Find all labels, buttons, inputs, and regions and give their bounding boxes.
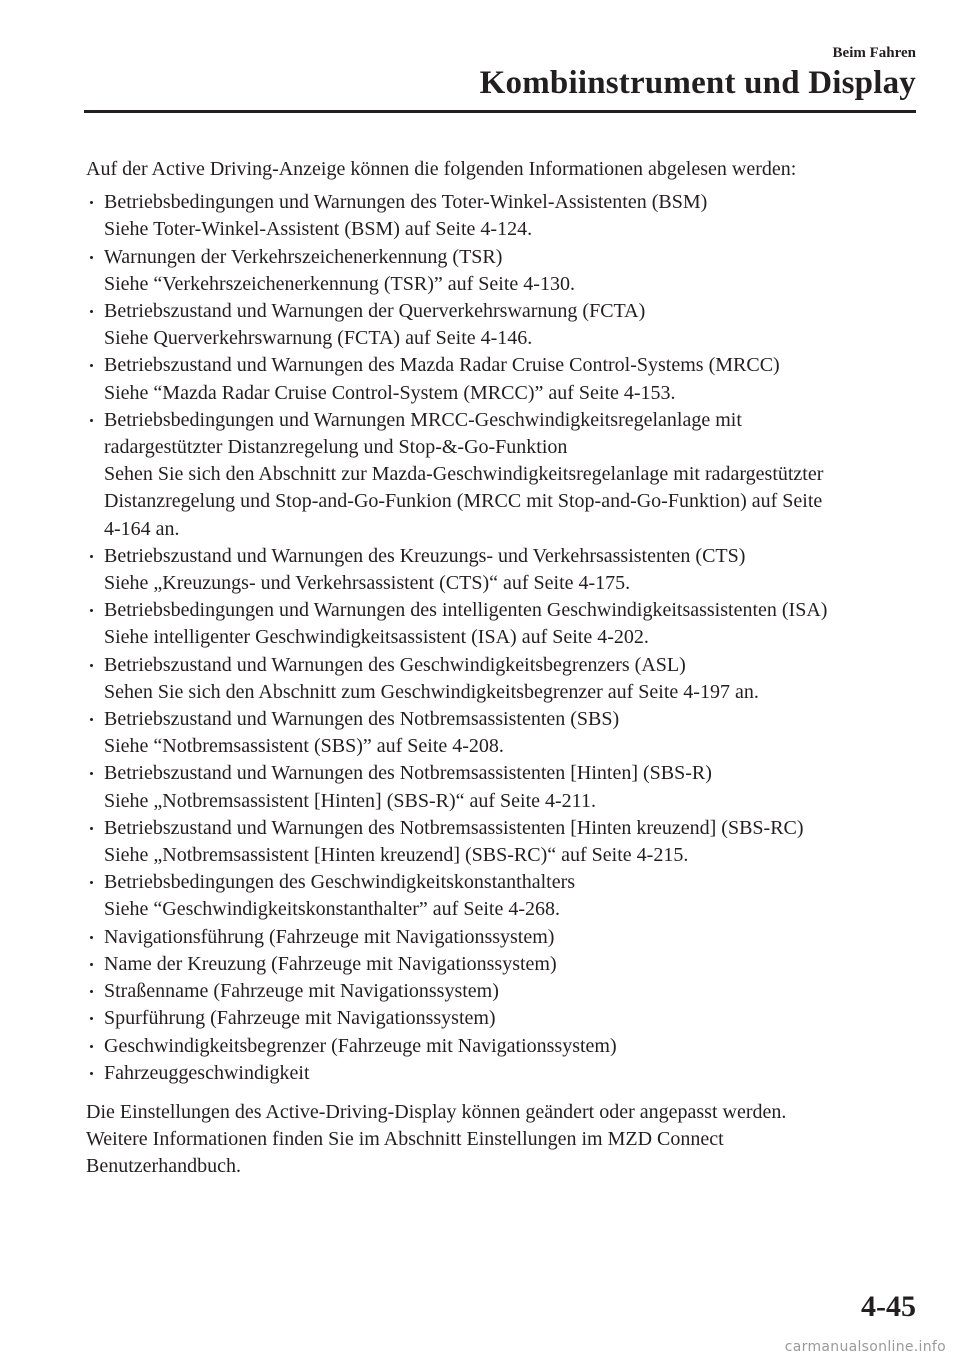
list-item [86, 869, 918, 923]
bullet-dot-icon [90, 881, 93, 884]
list-item-line: Name der Kreuzung (Fahrzeuge mit Navigationssystem) [104, 952, 557, 975]
list-item [86, 760, 918, 814]
bullet-dot-icon [90, 963, 93, 966]
bullet-dot-icon [90, 609, 93, 612]
list-item-line: Warnungen der Verkehrszeichenerkennung (TSR) [104, 245, 503, 268]
list-item-line: Sehen Sie sich den Abschnitt zur Mazda-Geschwindigkeitsregelanlage mit radargestützter [104, 463, 824, 486]
info-list [86, 189, 918, 1087]
list-item-line: Siehe intelligenter Geschwindigkeitsassistent (ISA) auf Seite 4-202. [104, 626, 649, 649]
list-item-line: Navigationsführung (Fahrzeuge mit Navigationssystem) [104, 925, 555, 948]
list-item [86, 652, 918, 706]
list-item-line: Sehen Sie sich den Abschnitt zum Geschwindigkeitsbegrenzer auf Seite 4-197 an. [104, 680, 759, 703]
bullet-dot-icon [90, 1017, 93, 1020]
outro-line: Die Einstellungen des Active-Driving-Display können geändert oder angepasst werden. [86, 1100, 787, 1123]
list-item-line: 4-164 an. [104, 517, 180, 540]
list-item [86, 189, 918, 243]
header-rule [84, 110, 916, 113]
list-item-line: Distanzregelung und Stop-and-Go-Funkion (MRCC mit Stop-and-Go-Funktion) auf Seite [104, 490, 823, 513]
list-item [86, 597, 918, 651]
list-item [86, 1060, 918, 1087]
list-item-line: Siehe Querverkehrswarnung (FCTA) auf Seite 4-146. [104, 327, 533, 350]
list-item-line: Spurführung (Fahrzeuge mit Navigationssystem) [104, 1007, 496, 1030]
section-title: Beim Fahren [832, 45, 916, 61]
bullet-dot-icon [90, 310, 93, 313]
list-item [86, 951, 918, 978]
chapter-title: Kombiinstrument und Display [479, 65, 916, 101]
bullet-dot-icon [90, 990, 93, 993]
list-item-line: Straßenname (Fahrzeuge mit Navigationssystem) [104, 980, 499, 1003]
outro-paragraph [86, 1099, 918, 1181]
list-item [86, 978, 918, 1005]
list-item-line: Betriebszustand und Warnungen des Geschwindigkeitsbegrenzers (ASL) [104, 653, 686, 676]
list-item-line: Betriebszustand und Warnungen des Kreuzungs- und Verkehrsassistenten (CTS) [104, 544, 746, 567]
list-item [86, 1005, 918, 1032]
watermark: carmanualsonline.info [784, 1339, 946, 1355]
list-item-line: Betriebszustand und Warnungen des Notbremsassistenten (SBS) [104, 708, 620, 731]
bullet-dot-icon [90, 1045, 93, 1048]
list-item [86, 352, 918, 406]
list-item [86, 815, 918, 869]
list-item-line: Betriebsbedingungen des Geschwindigkeitskonstanthalters [104, 871, 576, 894]
bullet-dot-icon [90, 664, 93, 667]
bullet-dot-icon [90, 718, 93, 721]
list-item [86, 924, 918, 951]
list-item [86, 407, 918, 543]
list-item-line: Betriebsbedingungen und Warnungen des Toter-Winkel-Assistenten (BSM) [104, 191, 708, 214]
bullet-dot-icon [90, 936, 93, 939]
list-item-line: Geschwindigkeitsbegrenzer (Fahrzeuge mit Navigationssystem) [104, 1034, 617, 1057]
list-item-line: Siehe “Verkehrszeichenerkennung (TSR)” auf Seite 4-130. [104, 272, 575, 295]
list-item [86, 706, 918, 760]
outro-line: Weitere Informationen finden Sie im Abschnitt Einstellungen im MZD Connect [86, 1128, 724, 1151]
page-body [86, 156, 918, 1181]
outro-line: Benutzerhandbuch. [86, 1155, 241, 1178]
page-header [480, 44, 916, 102]
list-item [86, 1033, 918, 1060]
bullet-dot-icon [90, 419, 93, 422]
list-item [86, 298, 918, 352]
bullet-dot-icon [90, 364, 93, 367]
list-item-line: Siehe „Notbremsassistent [Hinten kreuzend] (SBS-RC)“ auf Seite 4-215. [104, 844, 689, 867]
list-item-line: Betriebsbedingungen und Warnungen des intelligenten Geschwindigkeitsassistenten (ISA) [104, 599, 828, 622]
bullet-dot-icon [90, 555, 93, 558]
bullet-dot-icon [90, 256, 93, 259]
list-item-line: Siehe “Geschwindigkeitskonstanthalter” auf Seite 4-268. [104, 898, 560, 921]
list-item-line: Betriebszustand und Warnungen des Mazda Radar Cruise Control-Systems (MRCC) [104, 354, 780, 377]
bullet-dot-icon [90, 1072, 93, 1075]
bullet-dot-icon [90, 827, 93, 830]
list-item-line: Fahrzeuggeschwindigkeit [104, 1061, 310, 1084]
list-item-line: Siehe „Notbremsassistent [Hinten] (SBS-R)“ auf Seite 4-211. [104, 789, 596, 812]
list-item-line: Siehe “Mazda Radar Cruise Control-System (MRCC)” auf Seite 4-153. [104, 381, 676, 404]
bullet-dot-icon [90, 772, 93, 775]
list-item [86, 244, 918, 298]
list-item-line: Betriebszustand und Warnungen der Querverkehrswarnung (FCTA) [104, 300, 646, 323]
list-item-line: Siehe Toter-Winkel-Assistent (BSM) auf Seite 4-124. [104, 218, 533, 241]
page-number: 4-45 [861, 1290, 916, 1323]
list-item-line: Betriebsbedingungen und Warnungen MRCC-Geschwindigkeitsregelanlage mit [104, 408, 742, 431]
list-item [86, 543, 918, 597]
list-item-line: Siehe “Notbremsassistent (SBS)” auf Seite 4-208. [104, 735, 504, 758]
intro-paragraph: Auf der Active Driving-Anzeige können die folgenden Informationen abgelesen werden: [86, 158, 797, 180]
list-item-line: Betriebszustand und Warnungen des Notbremsassistenten [Hinten kreuzend] (SBS-RC) [104, 816, 804, 839]
bullet-dot-icon [90, 201, 93, 204]
list-item-line: Betriebszustand und Warnungen des Notbremsassistenten [Hinten] (SBS-R) [104, 762, 712, 785]
list-item-line: radargestützter Distanzregelung und Stop-&-Go-Funktion [104, 436, 568, 459]
list-item-line: Siehe „Kreuzungs- und Verkehrsassistent (CTS)“ auf Seite 4-175. [104, 572, 631, 595]
